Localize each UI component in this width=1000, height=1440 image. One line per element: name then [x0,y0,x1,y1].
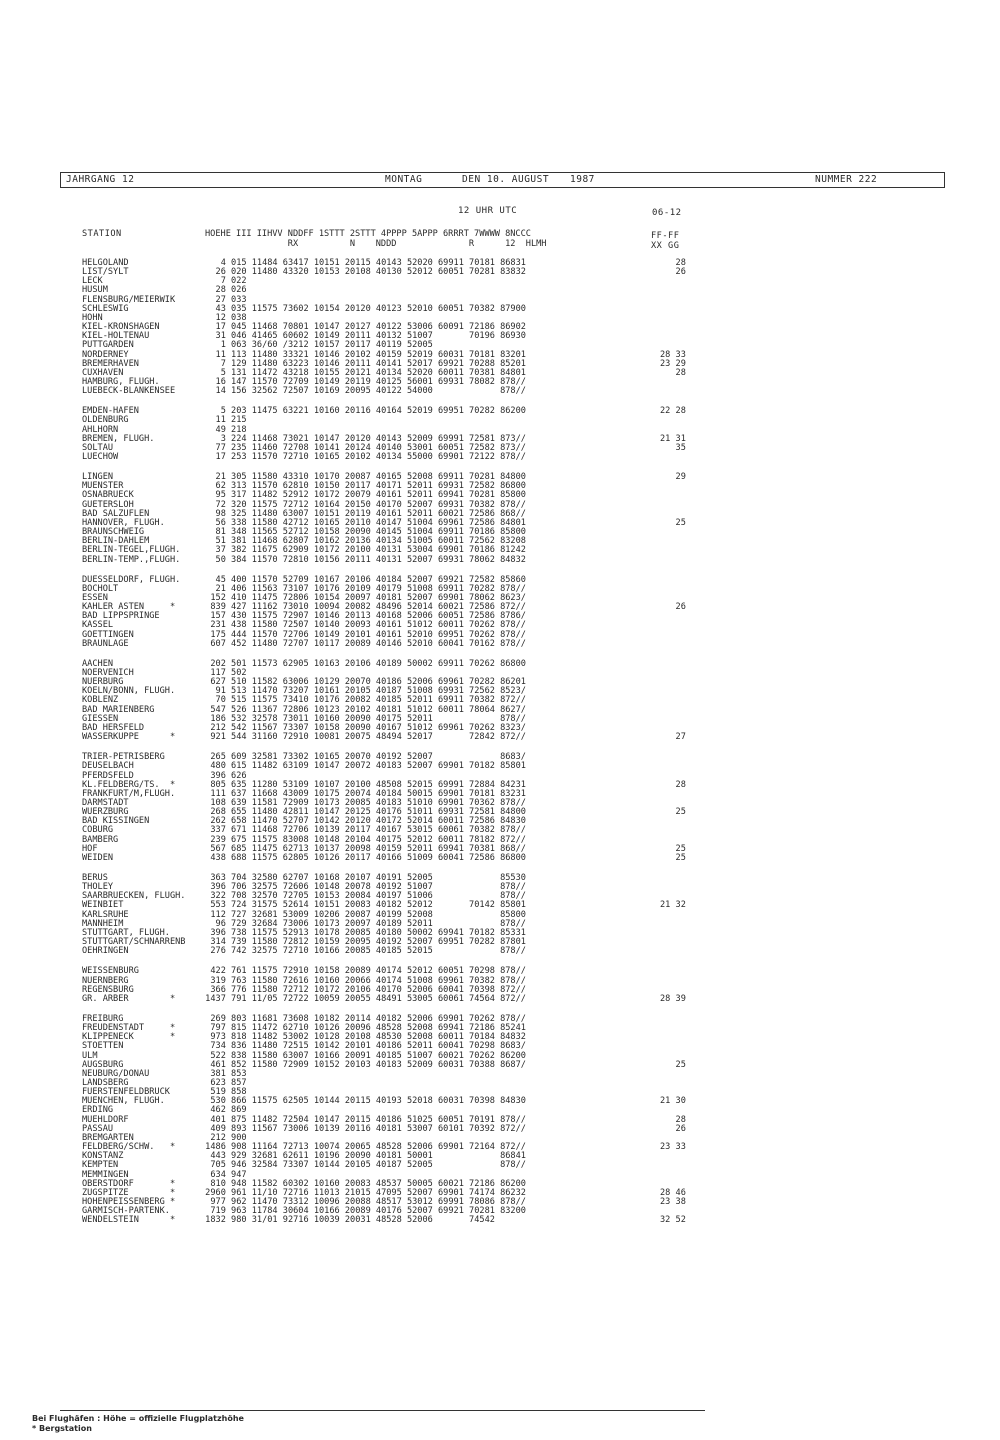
station-observation: 438 688 11575 62805 10126 20117 40166 51009 60041 72586 86800 [200,852,526,863]
station-observation: 519 858 [200,1087,247,1098]
station-column-header: STATION [82,229,122,239]
station-name: HELGOLAND [82,258,129,268]
code-column-header-1: HOEHE III IIHVV NDDFF 1STTT 2STTT 4PPPP 5APPP 6RRRT 7WWWW 8NCCC [205,229,531,239]
station-name: EMDEN-HAFEN [82,406,139,417]
station-name: WEISSENBURG [82,966,139,977]
station-name: FLENSBURG/MEIERWIK [82,294,176,305]
station-name: WASSERKUPPE * [82,732,176,743]
station-gusts: 21 30 [660,1096,686,1107]
station-observation: 72 320 11575 72712 10164 20150 40170 52007 69931 70382 878// [200,499,526,510]
station-name: BRAUNSCHWEIG [82,527,145,538]
station-observation: 56 338 11580 42712 10165 20110 40147 51004 69961 72586 84801 [200,517,526,528]
station-observation: 530 866 11575 62505 10144 20115 40193 52018 60031 70398 84830 [200,1096,526,1107]
observation-time: 12 UHR UTC [458,206,518,216]
station-gusts: 26 [660,1123,686,1134]
station-name: REGENSBURG [82,984,134,995]
station-observation: 11 113 11480 33321 10146 20102 40159 52019 60031 70181 83201 [200,349,526,360]
station-observation: 268 655 11480 42811 10147 20125 40176 51011 69931 72581 84800 [200,807,526,818]
station-observation: 337 671 11468 72706 10139 20117 40167 53015 60061 70382 878// [200,825,526,836]
station-name: SCHLESWIG [82,303,129,314]
station-name: BERUS [82,873,108,883]
station-name: BAD LIPPSPRINGE [82,611,160,622]
station-name: GARMISCH-PARTENK. [82,1206,170,1217]
station-gusts: 26 [660,602,686,613]
station-name: KONSTANZ [82,1151,124,1162]
station-observation: 49 218 [200,424,247,435]
station-observation: 977 962 11470 73312 10096 20088 48517 53012 69991 78086 878// [200,1196,526,1207]
station-observation: 381 853 [200,1068,247,1079]
footnote-mountain-station: * Bergstation [32,1424,92,1433]
station-observation: 805 635 11280 53109 10107 20100 48508 52015 69991 72884 84231 [200,779,526,790]
station-name: NUERNBERG [82,975,129,986]
station-gusts: 23 29 [660,358,686,369]
station-name: OEHRINGEN [82,946,129,957]
station-name: BERLIN-DAHLEM [82,536,150,547]
station-observation: 186 532 32578 73011 10160 20090 40175 52011 878// [200,713,526,724]
station-name: FREIBURG [82,1013,124,1024]
date-label: DEN 10. AUGUST [462,174,550,185]
station-observation: 27 033 [200,294,247,305]
station-name: ULM [82,1050,98,1061]
station-gusts: 28 [660,1114,686,1125]
station-observation: 16 147 11570 72709 10149 20119 40125 56001 69931 78082 878// [200,376,526,387]
station-name: THOLEY [82,882,114,893]
station-observation: 973 818 11482 53002 10128 20108 48530 52008 60011 70184 84832 [200,1032,526,1043]
station-name: DEUSELBACH [82,761,134,772]
station-observation: 461 852 11580 72909 10152 20103 40183 52009 60031 70388 8687/ [200,1059,526,1070]
station-name: PASSAU [82,1123,114,1134]
station-observation: 810 948 11582 60302 10160 20083 48537 50005 60021 72186 86200 [200,1178,526,1189]
station-observation: 62 313 11570 62810 10150 20117 40171 52011 69931 72582 86800 [200,481,526,492]
station-observation: 547 526 11367 72806 10123 20102 40181 51012 60011 78064 8627/ [200,704,526,715]
station-name: BAD MARIENBERG [82,704,155,715]
station-gusts: 28 [660,367,686,378]
station-observation: 7 129 11480 63223 10146 20111 40141 52017 69921 70288 85201 [200,358,526,369]
station-observation: 1 063 36/60 /3212 10157 20117 40119 52005 [200,340,433,351]
station-observation: 839 427 11162 73010 10094 20082 48496 52014 60021 72586 872// [200,602,526,613]
station-name: GIESSEN [82,713,119,724]
station-observation: 607 452 11480 72707 10117 20089 40146 52010 60041 70162 878// [200,638,526,649]
station-name: OBERSTDORF * [82,1178,176,1189]
station-name: WEIDEN [82,852,114,863]
station-gusts: 25 [660,807,686,818]
station-observation: 152 410 11475 72806 10154 20097 40181 52007 69901 78062 8623/ [200,592,526,603]
station-name: OLDENBURG [82,415,129,426]
station-observation: 112 727 32681 53009 10206 20087 40199 52008 85800 [200,909,526,920]
station-name: MEMMINGEN [82,1169,129,1180]
station-gusts: 25 [660,852,686,863]
station-observation: 12 038 [200,312,247,323]
station-name: BOCHOLT [82,583,119,594]
station-gusts: 21 31 [660,433,686,444]
station-name: GR. ARBER * [82,993,176,1004]
station-observation: 17 045 11468 70801 10147 20127 40122 53006 60091 72186 86902 [200,322,526,333]
station-name: SOLTAU [82,442,114,453]
station-name: FRANKFURT/M,FLUGH. [82,788,176,799]
station-observation: 634 947 [200,1169,247,1180]
station-observation: 921 544 31160 72910 10081 20075 48494 52017 72842 872// [200,732,526,743]
station-observation: 21 305 11580 43310 10170 20087 40165 52008 69911 70281 84800 [200,472,526,483]
station-name: BAD KISSINGEN [82,816,150,827]
station-name: ZUGSPITZE * [82,1187,176,1198]
station-name: HOF [82,843,98,854]
station-gusts: 28 33 [660,349,686,360]
jahrgang-label: JAHRGANG 12 [66,174,135,185]
station-name: KEMPTEN [82,1160,119,1171]
station-name: KOELN/BONN, FLUGH. [82,686,176,697]
station-name: SAARBRUECKEN, FLUGH. [82,891,186,902]
station-name: ERDING [82,1105,114,1116]
station-observation: 21 406 11563 73107 10176 20109 40179 51008 69911 70282 878// [200,583,526,594]
station-observation: 1486 908 11164 72713 10074 20065 48528 52006 69901 72164 872// [200,1142,526,1153]
station-observation: 366 776 11580 72712 10172 20106 40170 52006 60041 70398 872// [200,984,526,995]
ff-column-header-1: FF-FF [651,231,680,241]
station-observation: 319 763 11580 72616 10160 20066 40174 51008 69961 70382 878// [200,975,526,986]
station-gusts: 28 46 [660,1187,686,1198]
year-label: 1987 [570,174,595,185]
station-gusts: 28 [660,779,686,790]
station-observation: 627 510 11582 63006 10129 20070 40186 52006 69961 70282 86201 [200,677,526,688]
station-name: KASSEL [82,620,114,631]
station-observation: 7 022 [200,276,247,287]
station-gusts: 29 [660,472,686,483]
station-observation: 409 893 11567 73006 10139 20116 40181 53007 60101 70392 872// [200,1123,526,1134]
station-name: OSNABRUECK [82,490,134,501]
station-observation: 4 015 11484 63417 10151 20115 40143 52020 69911 70181 86831 [200,258,526,268]
station-name: MUEHLDORF [82,1114,129,1125]
station-observation: 26 020 11480 43320 10153 20108 40130 52012 60051 70281 83832 [200,267,526,278]
station-observation: 81 348 11565 52712 10158 20090 40145 51004 69911 70186 85800 [200,527,526,538]
station-observation: 1832 980 31/01 92716 10039 20031 48528 52006 74542 [200,1215,495,1226]
station-observation: 50 384 11570 72810 10156 20111 40131 52007 69931 78062 84832 [200,554,526,565]
station-name: LUEBECK-BLANKENSEE [82,386,176,397]
station-name: BAMBERG [82,834,119,845]
station-observation: 269 803 11681 73608 10182 20114 40182 52006 69901 70262 878// [200,1013,526,1024]
station-observation: 480 615 11482 63109 10147 20072 40183 52007 69901 70182 85801 [200,761,526,772]
station-name: ESSEN [82,592,108,603]
station-observation: 108 639 11581 72909 10173 20085 40183 51010 69901 70362 878// [200,797,526,808]
station-observation: 462 869 [200,1105,247,1116]
station-name: KLIPPENECK * [82,1032,176,1043]
ff-period: 06-12 [652,208,682,218]
station-name: WEINBIET [82,900,124,911]
station-name: KL.FELDBERG/TS. * [82,779,176,790]
station-observation: 396 738 11575 52913 10178 20085 40180 50002 69941 70182 85331 [200,927,526,938]
station-observation: 45 400 11570 52709 10167 20106 40184 52007 69921 72582 85860 [200,574,526,585]
station-name: BAD SALZUFLEN [82,508,150,519]
station-name: FELDBERG/SCHW. * [82,1142,176,1153]
station-name: DUESSELDORF, FLUGH. [82,574,181,585]
station-name: MANNHEIM [82,918,124,929]
station-observation: 14 156 32562 72507 10169 20095 40122 54000 878// [200,386,526,397]
station-name: MUENCHEN, FLUGH. [82,1096,165,1107]
station-observation: 276 742 32575 72710 10166 20085 40185 52015 878// [200,946,526,957]
ff-column-header-2: XX GG [651,241,680,251]
station-observation: 5 131 11472 43218 10155 20121 40134 52020 60011 70381 84801 [200,367,526,378]
station-name: PFERDSFELD [82,770,134,781]
station-observation: 157 430 11575 72907 10146 20113 40168 52006 60051 72586 8786/ [200,611,526,622]
station-name: LINGEN [82,472,114,483]
station-observation: 262 658 11470 52707 10142 20120 40172 52014 60011 72586 84830 [200,816,526,827]
station-gusts: 28 39 [660,993,686,1004]
station-name: FREUDENSTADT * [82,1023,176,1034]
station-name: NORDERNEY [82,349,129,360]
station-name: AHLHORN [82,424,119,435]
station-name: LUECHOW [82,452,119,462]
station-name: BAD HERSFELD [82,722,145,733]
station-gusts: 23 33 [660,1142,686,1153]
station-name: BREMEN, FLUGH. [82,433,155,444]
station-gusts: 23 38 [660,1196,686,1207]
station-observation: 212 542 11567 73307 10158 20090 40167 51012 69961 70262 8323/ [200,722,526,733]
station-observation: 401 875 11482 72504 10147 20115 40186 51025 60051 70191 878// [200,1114,526,1125]
station-name: BRAUNLAGE [82,638,129,649]
station-name: PUTTGARDEN [82,340,134,351]
station-name: BERLIN-TEMP.,FLUGH. [82,554,181,565]
station-observation: 239 675 11575 83008 10148 20104 40175 52012 60011 78182 872// [200,834,526,845]
station-gusts: 25 [660,843,686,854]
station-name: STUTTGART/SCHNARRENB [82,937,186,948]
station-name: HOHENPEISSENBERG * [82,1196,176,1207]
station-name: NUERBURG [82,677,124,688]
station-name: HUSUM [82,285,108,296]
station-observation: 422 761 11575 72910 10158 20089 40174 52012 60051 70298 878// [200,966,526,977]
station-observation: 797 815 11472 62710 10126 20096 48528 52008 69941 72186 85241 [200,1023,526,1034]
station-name: FUERSTENFELDBRUCK [82,1087,170,1098]
station-name: STUTTGART, FLUGH. [82,927,170,938]
station-observation: 117 502 [200,668,247,678]
code-column-header-2: RX N NDDD R 12 HLMH [205,239,547,249]
station-observation: 231 438 11580 72507 10140 20093 40161 51012 60011 70262 878// [200,620,526,631]
station-name: STOETTEN [82,1041,124,1052]
weekday-label: MONTAG [385,174,423,185]
station-name: MUENSTER [82,481,124,492]
station-observation: 3 224 11468 73021 10147 20120 40143 52009 69991 72581 873// [200,433,526,444]
station-observation: 522 838 11580 63007 10166 20091 40185 51007 60021 70262 86200 [200,1050,526,1061]
station-name: BREMGARTEN [82,1132,134,1143]
station-observation: 623 857 [200,1078,247,1088]
station-observation: 396 706 32575 72606 10148 20078 40192 51007 878// [200,882,526,893]
station-gusts: 25 [660,517,686,528]
station-name: KAHLER ASTEN * [82,602,176,613]
station-gusts: 21 32 [660,900,686,911]
station-name: LANDSBERG [82,1078,129,1088]
station-observation: 567 685 11475 62713 10137 20098 40159 52011 69941 70381 868// [200,843,526,854]
station-name: GUETERSLOH [82,499,134,510]
issue-number: NUMMER 222 [815,174,878,185]
station-observation: 553 724 31575 52614 10151 20083 40182 52012 70142 85801 [200,900,526,911]
station-name: NEUBURG/DONAU [82,1068,150,1079]
station-observation: 31 046 41465 60602 10149 20111 40132 51007 70196 86930 [200,331,526,342]
station-observation: 111 637 11668 43009 10175 20074 40184 50015 69901 70181 83231 [200,788,526,799]
station-name: HANNOVER, FLUGH. [82,517,165,528]
station-observation: 2960 961 11/10 72716 11013 21015 47095 52007 69901 74174 86232 [200,1187,526,1198]
station-name: LIST/SYLT [82,267,129,278]
station-observation: 396 626 [200,770,247,781]
station-name: DARMSTADT [82,797,129,808]
station-name: HAMBURG, FLUGH. [82,376,160,387]
station-observation: 5 203 11475 63221 10160 20116 40164 52019 69951 70282 86200 [200,406,526,417]
station-observation: 705 946 32584 73307 10144 20105 40187 52005 878// [200,1160,526,1171]
station-observation: 212 900 [200,1132,247,1143]
station-observation: 37 382 11675 62909 10172 20100 40131 53004 69901 70186 81242 [200,545,526,556]
station-name: AUGSBURG [82,1059,124,1070]
station-observation: 11 215 [200,415,247,426]
station-name: KIEL-HOLTENAU [82,331,150,342]
station-name: BERLIN-TEGEL,FLUGH. [82,545,181,556]
station-name: AACHEN [82,658,114,669]
station-observation: 363 704 32580 62707 10168 20107 40191 52005 85530 [200,873,526,883]
station-name: GOETTINGEN [82,629,134,640]
station-name: KARLSRUHE [82,909,129,920]
station-observation: 175 444 11570 72706 10149 20101 40161 52010 69951 70262 878// [200,629,526,640]
station-observation: 91 513 11470 73207 10161 20105 40187 51008 69931 72562 8523/ [200,686,526,697]
station-observation: 1437 791 11/05 72722 10059 20055 48491 53005 60061 74564 872// [200,993,526,1004]
footnote-airports: Bei Flughäfen : Höhe = offizielle Flugplatzhöhe [32,1414,244,1423]
station-name: KIEL-KRONSHAGEN [82,322,160,333]
station-name: LECK [82,276,103,287]
station-observation: 17 253 11570 72710 10165 20102 40134 55000 69901 72122 878// [200,452,526,462]
station-name: TRIER-PETRISBERG [82,752,165,763]
station-gusts: 32 52 [660,1215,686,1226]
station-observation: 51 381 11468 62807 10162 20136 40134 51005 60011 72562 83208 [200,536,526,547]
station-gusts: 26 [660,267,686,278]
station-gusts: 28 [660,258,686,268]
station-observation: 77 235 11460 72708 10141 20124 40140 53001 60051 72582 873// [200,442,526,453]
station-gusts: 27 [660,732,686,743]
station-name: BREMERHAVEN [82,358,139,369]
station-observation: 443 929 32681 62611 10196 20090 40181 50001 86841 [200,1151,526,1162]
station-observation: 314 739 11580 72812 10159 20095 40192 52007 69951 70282 87801 [200,937,526,948]
station-name: CUXHAVEN [82,367,124,378]
station-observation: 719 963 11784 30604 10166 20089 40176 52007 69921 70281 83200 [200,1206,526,1217]
station-name: COBURG [82,825,114,836]
station-gusts: 35 [660,442,686,453]
station-name: WUERZBURG [82,807,129,818]
station-observation: 43 035 11575 73602 10154 20120 40123 52010 60051 70382 87900 [200,303,526,314]
table-bottom-rule [60,1410,705,1411]
station-gusts: 25 [660,1059,686,1070]
station-observation: 28 026 [200,285,247,296]
station-observation: 96 729 32684 73006 10173 20097 40189 52011 878// [200,918,526,929]
station-observation: 202 501 11573 62905 10163 20106 40189 50002 69911 70262 86800 [200,658,526,669]
station-observation: 734 836 11480 72515 10142 20101 40186 52011 60041 70298 8683/ [200,1041,526,1052]
station-name: WENDELSTEIN * [82,1215,176,1226]
station-gusts: 22 28 [660,406,686,417]
station-observation: 322 708 32570 72705 10153 20084 40197 51006 878// [200,891,526,902]
station-name: NOERVENICH [82,668,134,678]
station-observation: 95 317 11482 52912 10172 20079 40161 52011 69941 70281 85800 [200,490,526,501]
station-name: HOHN [82,312,103,323]
station-name: KOBLENZ [82,695,119,706]
station-observation: 70 515 11575 73410 10176 20082 40185 52011 69911 70382 872// [200,695,526,706]
station-observation: 265 609 32581 73302 10165 20070 40192 52007 8683/ [200,752,526,763]
station-observation: 98 325 11480 63007 10151 20119 40161 52011 60021 72586 868// [200,508,526,519]
